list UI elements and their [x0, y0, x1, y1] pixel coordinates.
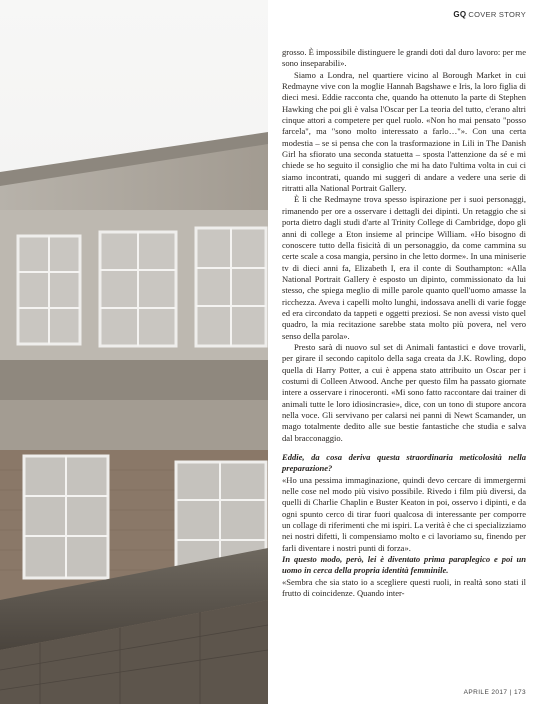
building-photo — [0, 0, 268, 704]
interview-question: Eddie, da cosa deriva questa straordinaria meticolosità nella preparazione? — [282, 452, 526, 474]
interview-answer: «Ho una pessima immaginazione, quindi devo cercare di immergermi nelle cose nel modo più visivo possibile. Rivedo i film più diversi, da quelli di Charlie Chaplin e Buster Keaton in poi, osservo i dipinti, e da ogni spunto cerco di tirar fuori qualcosa di interessante per comporre un collage di riferimenti che mi ispiri. La verità è che ci specializziamo nei nostri difetti, li compensiamo molto e ci lavoriamo su, finendo per farli diventare i nostri punti di forza». — [282, 474, 526, 553]
article-paragraph: Presto sarà di nuovo sul set di Animali fantastici e dove trovarli, per girare il secondo capitolo della saga creata da J.K. Rowling, dopo quella di Harry Potter, a cui è appena stato attribuito un Oscar per i costumi di Colleen Atwood. Anche per questo film ha passato giornate intere a osservare i rinoceronti. «Mi sono fatto raccontare dai trainer di animali tutte le loro idiosincrasie», dice, con un tono di stupore ancora nella voce. Gli servivano per calarsi nei panni di Newt Scamander, un mago totalmente dedito alle sue bestie fantastiche che studia e salva dal bracconaggio. — [282, 341, 526, 443]
page-folio: APRILE 2017 | 173 — [463, 689, 526, 696]
article-paragraph: Siamo a Londra, nel quartiere vicino al Borough Market in cui Redmayne vive con la moglie Hannah Bagshawe e Iris, la loro figlia di dieci mesi. Eddie racconta che, quando ha ottenuto la parte di Stephen Hawking che poi gli è valsa l'Oscar per La teoria del tutto, c'erano altri cinque attori a competere per quel ruolo. «Non ho mai pensato "posso farcela", ma "sono molto interessato a farlo…"». Con una certa modestia – se si pensa che con la trasformazione in Lili in The Danish Girl ha sfiorato una seconda statuetta – sposta l'attenzione da sé e mi chiede se ho seguito il consiglio che mi ha dato l'ultima volta in cui ci siamo incontrati, quando mi suggerì di andare a vedere una serie di ritratti alla National Portrait Gallery. — [282, 69, 526, 194]
interview-answer: «Sembra che sia stato io a scegliere questi ruoli, in realtà sono stati il frutto di coincidenze. Quando inter- — [282, 576, 526, 599]
article-paragraph: grosso. È impossibile distinguere le grandi doti dal duro lavoro: per me sono inseparabili». — [282, 47, 526, 69]
article-paragraph: È lì che Redmayne trova spesso ispirazione per i suoi personaggi, rimanendo per ore a osservare i dettagli dei dipinti. Un retaggio che si porta dietro dagli studi d'arte al Trinity College di Cambridge, dopo gli anni di college a Eton insieme al principe William. «Ho bisogno di conoscere tutto della fisicità di un personaggio, da come cammina su certe scale a cosa mangia, persino in che letto dorme». In una miniserie tv di dieci anni fa, Elizabeth I, era il conte di Southampton: «Alla National Portrait Gallery è esposto un dipinto, commissionato da lui stesso, che spiega meglio di mille parole quanto quell'uomo amasse la ricchezza. Aveva i capelli molto lunghi, indossava anelli di varie fogge ed era circondato da tappeti e oggetti preziosi. Se non avessi visto quel quadro, la mia recitazione sarebbe stata molto più povera, nel vero senso della parola». — [282, 194, 526, 341]
section-header — [453, 10, 526, 19]
section-label: COVER STORY — [468, 10, 526, 19]
interview-question: In questo modo, però, lei è diventato prima paraplegico e poi un uomo in cerca della propria identità femminile. — [282, 554, 526, 576]
article-column — [282, 47, 526, 600]
gq-logo: GQ — [453, 10, 467, 19]
